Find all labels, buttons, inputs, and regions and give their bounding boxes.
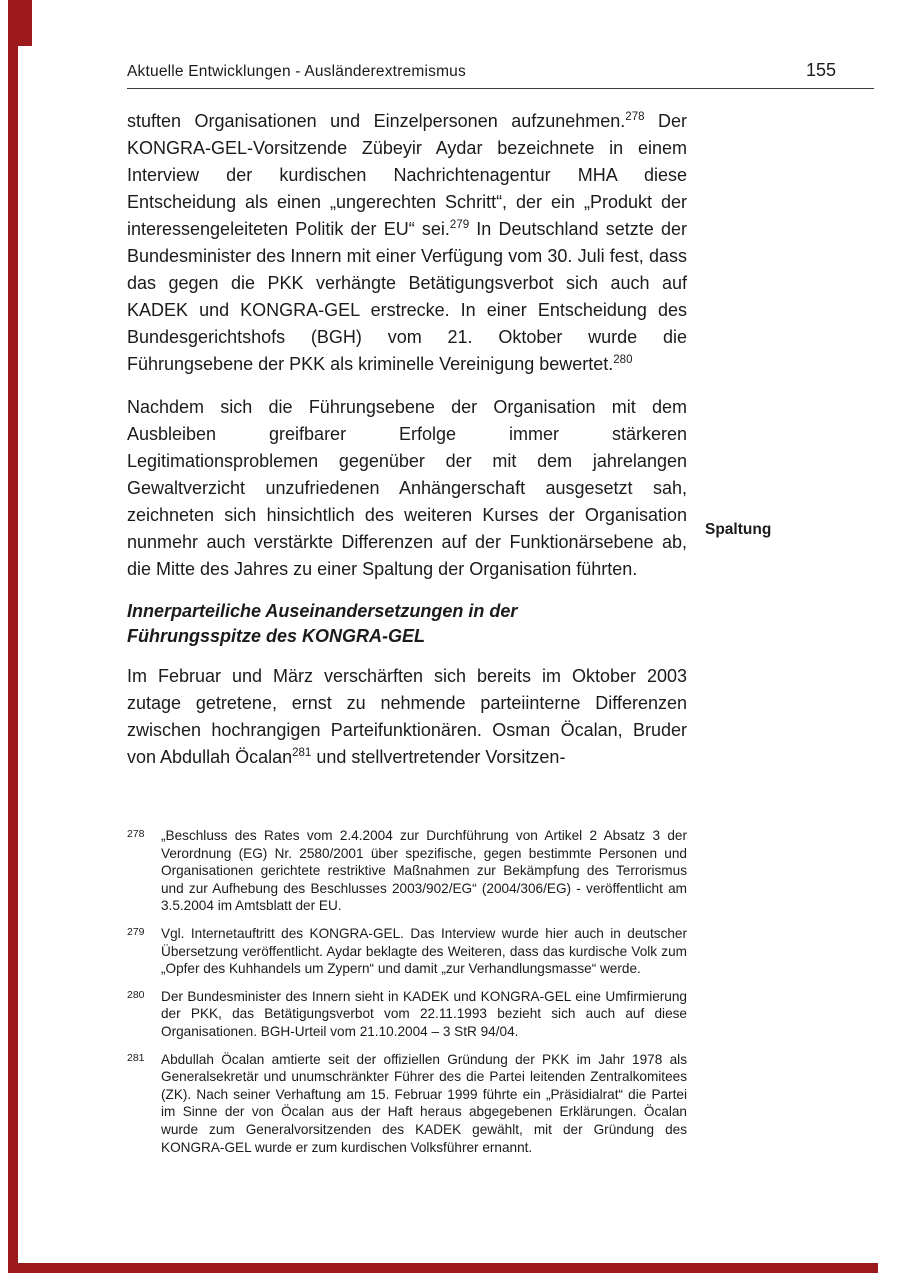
footnote-ref: 279 <box>449 219 470 231</box>
left-edge-accent-block <box>8 0 32 46</box>
section-heading-line2: Führungsspitze des KONGRA-GEL <box>127 626 426 646</box>
paragraph-3: Im Februar und März verschärften sich bereits im Oktober 2003 zutage getretene, ernst zu nehmende parteiinterne Differenzen zwischen hochrangigen Parteifunktionären. Osman Öcalan, Bruder von Abdullah Öcalan$^{281}$ und stellvertretender Vorsitzen- <box>127 666 687 767</box>
footnote-text: Abdullah Öcalan amtierte seit der offiziellen Gründung der PKK im Jahr 1978 als Generalsekretär und unumschränkter Führer des die Partei leitenden Zentralkomitees (ZK). Nach seiner Verhaftung am 15. Februar 1999 führte ein „Präsidialrat“ die Partei im Sinne der von Öcalan aus der Haft heraus abgegebenen Erklärungen. Öcalan wurde zum Generalvorsitzenden des KADEK gewählt, mit der Gründung des KONGRA-GEL wurde er zum kurdischen Volksführer ernannt. <box>161 1051 687 1155</box>
footnote-279 <box>127 925 687 978</box>
page-number: 155 <box>805 60 836 80</box>
paragraph-1: stuften Organisationen und Einzelpersonen aufzunehmen.$^{278}$ Der KONGRA-GEL-Vorsitzende Zübeyir Aydar bezeichnete in einem Interview der kurdischen Nachrichtenagentur MHA diese Entscheidung als einen „ungerechten Schritt“, der ein „Produkt der interessengeleiteten Politik der EU“ sei.$^{279}$ In Deutschland setzte der Bundesminister des Innern mit einer Verfügung vom 30. Juli fest, dass das gegen die PKK verhängte Betätigungsverbot sich auch auf KADEK und KONGRA-GEL erstrecke. In einer Entscheidung des Bundesgerichtshofs (BGH) vom 21. Oktober wurde die Führungsebene der PKK als kriminelle Vereinigung bewertet.$^{280}$ <box>127 111 687 374</box>
section-heading <box>127 599 687 649</box>
footnote-number: 279 <box>127 925 145 938</box>
running-header-title: Aktuelle Entwicklungen - Ausländerextremismus <box>127 63 466 80</box>
footnote-text: „Beschluss des Rates vom 2.4.2004 zur Durchführung von Artikel 2 Absatz 3 der Verordnung (EG) Nr. 2580/2001 über spezifische, gegen bestimmte Personen und Organisationen gerichtete restriktive Maßnahmen zur Bekämpfung des Terrorismus und zur Aufhebung des Beschlusses 2003/902/EG“ (2004/306/EG) - veröffentlicht am 3.5.2004 im Amtsblatt der EU. <box>161 828 687 914</box>
main-text-column <box>127 108 687 787</box>
footnote-ref: 278 <box>625 111 645 123</box>
footnotes-section <box>127 827 687 1166</box>
footnote-ref: 280 <box>613 354 633 366</box>
bottom-edge-accent-bar <box>8 1263 878 1273</box>
paragraph-2: Nachdem sich die Führungsebene der Organisation mit dem Ausbleiben greifbarer Erfolge immer stärkeren Legitimationsproblemen gegenüber der mit dem jahrelangen Gewaltverzicht unzufriedenen Anhängerschaft ausgesetzt sah, zeichneten sich hinsichtlich des weiteren Kurses der Organisation nunmehr auch verstärkte Differenzen auf der Funktionärsebene ab, die Mitte des Jahres zu einer Spaltung der Organisation führten. <box>127 397 687 579</box>
footnote-number: 281 <box>127 1051 145 1064</box>
left-edge-accent-bar <box>8 46 18 1273</box>
footnote-ref: 281 <box>292 747 312 759</box>
margin-note-spaltung: Spaltung <box>705 521 772 538</box>
running-header <box>127 60 874 89</box>
footnote-text: Der Bundesminister des Innern sieht in KADEK und KONGRA-GEL eine Umfirmierung der PKK, das Betätigungsverbot vom 22.11.1993 bezieht sich auch auf diese Organisationen. BGH-Urteil vom 21.10.2004 – 3 StR 94/04. <box>161 988 687 1039</box>
footnote-280 <box>127 988 687 1041</box>
footnote-number: 278 <box>127 828 145 840</box>
footnote-text: Vgl. Internetauftritt des KONGRA-GEL. Das Interview wurde hier auch in deutscher Übersetzung veröffentlicht. Aydar beklagte des Weiteren, dass das kurdische Volk zum „Opfer des Kuhhandels um Zypern“ und damit „zur Verhandlungsmasse“ werde. <box>161 925 687 977</box>
footnote-number: 280 <box>127 988 145 1001</box>
footnote-278 <box>127 827 687 915</box>
section-heading-line1: Innerparteiliche Auseinandersetzungen in der <box>127 601 518 621</box>
footnote-281 <box>127 1051 687 1157</box>
